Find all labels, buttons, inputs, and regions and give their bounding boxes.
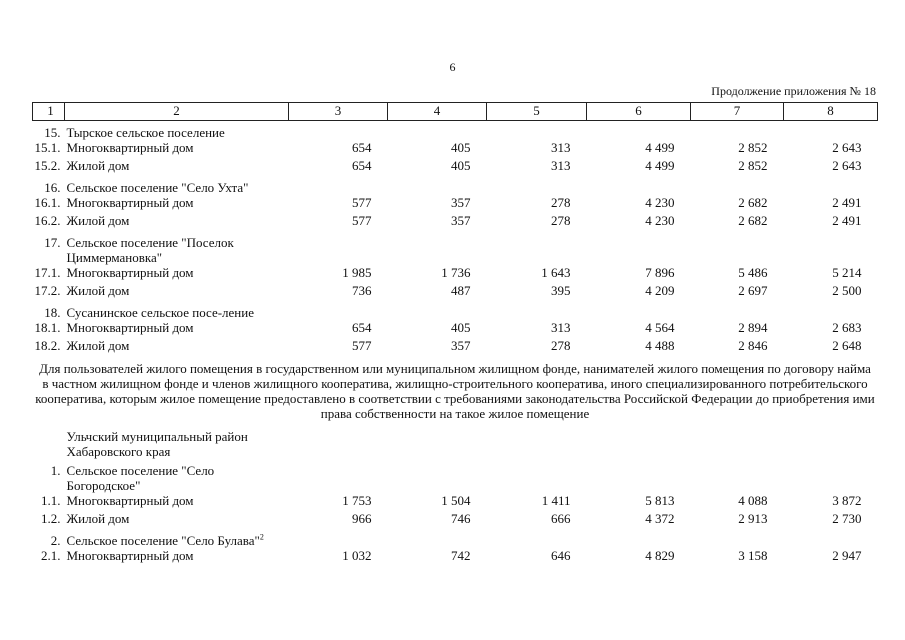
- table-row: [33, 548, 878, 566]
- table-row: [33, 158, 878, 176]
- table-body-b: [33, 459, 878, 566]
- value-cell-col4: 405: [451, 140, 471, 155]
- header-cell-3: 3: [289, 103, 388, 121]
- empty-cells: [289, 301, 878, 320]
- value-cell-col7: 2 846: [738, 338, 768, 353]
- value-cell-col8: 2 491: [832, 213, 862, 228]
- page-number: 6: [449, 60, 456, 74]
- value-cell-col3: 577: [352, 213, 372, 228]
- value-cell-col8: 2 683: [832, 320, 862, 335]
- value-cell-col5: 278: [551, 213, 571, 228]
- row-number: 18.1.: [34, 320, 61, 335]
- settlement-row: [33, 231, 878, 265]
- value-cell-col3: 1 753: [342, 493, 372, 508]
- value-cell-col8: 2 500: [832, 283, 862, 298]
- value-cell-col6: 4 829: [645, 548, 675, 563]
- housing-type: Многоквартирный дом: [66, 320, 194, 335]
- value-cell-col4: 742: [451, 548, 471, 563]
- settlement-name: Сельское поселение "Село Богородское": [66, 463, 215, 493]
- table-row: [33, 493, 878, 511]
- header-cell-5: 5: [487, 103, 587, 121]
- header-cell-8: 8: [784, 103, 878, 121]
- value-cell-col5: 666: [551, 511, 571, 526]
- table-row: [33, 213, 878, 231]
- value-cell-col4: 1 736: [441, 265, 471, 280]
- housing-type: Многоквартирный дом: [66, 195, 194, 210]
- value-cell-col8: 2 643: [832, 158, 862, 173]
- settlement-name: Тырское сельское поселение: [66, 125, 225, 140]
- empty-cells: [289, 231, 878, 265]
- value-cell-col5: 313: [551, 320, 571, 335]
- value-cell-col3: 577: [352, 338, 372, 353]
- value-cell-col7: 3 158: [738, 548, 768, 563]
- housing-type: Многоквартирный дом: [66, 140, 194, 155]
- value-cell-col6: 4 372: [645, 511, 675, 526]
- empty-cells: [289, 529, 878, 548]
- row-number: 15.: [44, 125, 61, 140]
- value-cell-col6: 4 499: [645, 140, 675, 155]
- value-cell-col4: 405: [451, 320, 471, 335]
- header-cell-2: 2: [65, 103, 289, 121]
- table-header: [33, 103, 878, 121]
- row-number: 16.2.: [34, 213, 61, 228]
- value-cell-col3: 1 985: [342, 265, 372, 280]
- housing-type: Жилой дом: [66, 511, 130, 526]
- value-cell-col6: 4 564: [645, 320, 675, 335]
- value-cell-col3: 966: [352, 511, 372, 526]
- notice-section: [33, 356, 878, 459]
- value-cell-col5: 646: [551, 548, 571, 563]
- value-cell-col7: 2 852: [738, 158, 768, 173]
- row-number: 1.1.: [41, 493, 61, 508]
- value-cell-col5: 278: [551, 338, 571, 353]
- value-cell-col4: 1 504: [441, 493, 471, 508]
- table-row: [33, 265, 878, 283]
- value-cell-col5: 1 411: [541, 493, 571, 508]
- value-cell-col6: 4 499: [645, 158, 675, 173]
- value-cell-col7: 2 894: [738, 320, 768, 335]
- row-number: 18.2.: [34, 338, 61, 353]
- housing-type: Жилой дом: [66, 283, 130, 298]
- value-cell-col4: 357: [451, 213, 471, 228]
- housing-type: Жилой дом: [66, 213, 130, 228]
- housing-type: Многоквартирный дом: [66, 548, 194, 563]
- district-name: Ульчский муниципальный район Хабаровского края: [66, 429, 248, 459]
- value-cell-col7: 4 088: [738, 493, 768, 508]
- value-cell-col7: 2 682: [738, 213, 768, 228]
- header-cell-6: 6: [587, 103, 691, 121]
- value-cell-col8: 2 730: [832, 511, 862, 526]
- housing-type: Жилой дом: [66, 158, 130, 173]
- header-cell-1: 1: [33, 103, 65, 121]
- settlement-name: Сельское поселение "Село Ухта": [66, 180, 249, 195]
- header-cell-4: 4: [388, 103, 487, 121]
- housing-type: Многоквартирный дом: [66, 265, 194, 280]
- row-number: 18.: [44, 305, 61, 320]
- housing-type: Жилой дом: [66, 338, 130, 353]
- value-cell-col3: 654: [352, 320, 372, 335]
- table-row: [33, 511, 878, 529]
- value-cell-col7: 2 682: [738, 195, 768, 210]
- row-number: 15.1.: [34, 140, 61, 155]
- empty-cells: [289, 176, 878, 195]
- notice-text: Для пользователей жилого помещения в государственном или муниципальном жилищном фонде, нанимателей жилого помещения по договору найма в частном жилищном фонде и членов жилищного кооператива, жилищно-строительного кооператива, иного специализированного потребительского кооператива, которым жилое помещение предоставлено в соответствии с требованиями законодательства Российской Федерации до приобретения ими права собственности на такое жилое помещение: [35, 361, 875, 421]
- value-cell-col6: 5 813: [645, 493, 675, 508]
- table-row: [33, 320, 878, 338]
- row-number: 17.: [44, 235, 61, 250]
- row-number: 16.1.: [34, 195, 61, 210]
- value-cell-col3: 577: [352, 195, 372, 210]
- value-cell-col8: 5 214: [832, 265, 862, 280]
- tariff-table: [32, 102, 878, 566]
- value-cell-col5: 313: [551, 140, 571, 155]
- table-row: [33, 338, 878, 356]
- value-cell-col8: 2 947: [832, 548, 862, 563]
- value-cell-col3: 654: [352, 158, 372, 173]
- value-cell-col6: 7 896: [645, 265, 675, 280]
- row-number: 1.: [50, 463, 61, 478]
- value-cell-col5: 278: [551, 195, 571, 210]
- value-cell-col7: 2 697: [738, 283, 768, 298]
- value-cell-col7: 2 913: [738, 511, 768, 526]
- settlement-row: [33, 301, 878, 320]
- value-cell-col6: 4 488: [645, 338, 675, 353]
- table-row: [33, 140, 878, 158]
- row-number: 2.1.: [41, 548, 61, 563]
- header-cell-7: 7: [691, 103, 784, 121]
- value-cell-col4: 746: [451, 511, 471, 526]
- value-cell-col6: 4 230: [645, 195, 675, 210]
- value-cell-col3: 654: [352, 140, 372, 155]
- settlement-name: Сусанинское сельское посе-ление: [66, 305, 254, 320]
- row-number: 2.: [50, 533, 61, 548]
- row-number: 17.1.: [34, 265, 61, 280]
- settlement-row: [33, 121, 878, 141]
- value-cell-col6: 4 230: [645, 213, 675, 228]
- table-row: [33, 195, 878, 213]
- value-cell-col8: 3 872: [832, 493, 862, 508]
- row-number: 16.: [44, 180, 61, 195]
- value-cell-col4: 487: [451, 283, 471, 298]
- housing-type: Многоквартирный дом: [66, 493, 194, 508]
- footnote-mark: 2: [259, 532, 264, 542]
- table-row: [33, 283, 878, 301]
- settlement-name: Сельское поселение "Поселок Циммермановка": [66, 235, 234, 265]
- value-cell-col4: 405: [451, 158, 471, 173]
- settlement-row: [33, 529, 878, 548]
- empty-cells: [289, 121, 878, 141]
- value-cell-col4: 357: [451, 338, 471, 353]
- value-cell-col8: 2 648: [832, 338, 862, 353]
- row-number: 1.2.: [41, 511, 61, 526]
- value-cell-col5: 1 643: [541, 265, 571, 280]
- value-cell-col8: 2 491: [832, 195, 862, 210]
- table-body-a: [33, 121, 878, 357]
- row-number: 17.2.: [34, 283, 61, 298]
- settlement-name: Сельское поселение "Село Булава"$^2$: [66, 532, 264, 548]
- value-cell-col4: 357: [451, 195, 471, 210]
- value-cell-col7: 5 486: [738, 265, 768, 280]
- continuation-note: Продолжение приложения № 18: [711, 84, 876, 98]
- empty-cells: [289, 459, 878, 493]
- settlement-row: [33, 176, 878, 195]
- value-cell-col3: 736: [352, 283, 372, 298]
- value-cell-col7: 2 852: [738, 140, 768, 155]
- value-cell-col5: 313: [551, 158, 571, 173]
- value-cell-col5: 395: [551, 283, 571, 298]
- value-cell-col6: 4 209: [645, 283, 675, 298]
- value-cell-col3: 1 032: [342, 548, 372, 563]
- value-cell-col8: 2 643: [832, 140, 862, 155]
- settlement-row: [33, 459, 878, 493]
- row-number: 15.2.: [34, 158, 61, 173]
